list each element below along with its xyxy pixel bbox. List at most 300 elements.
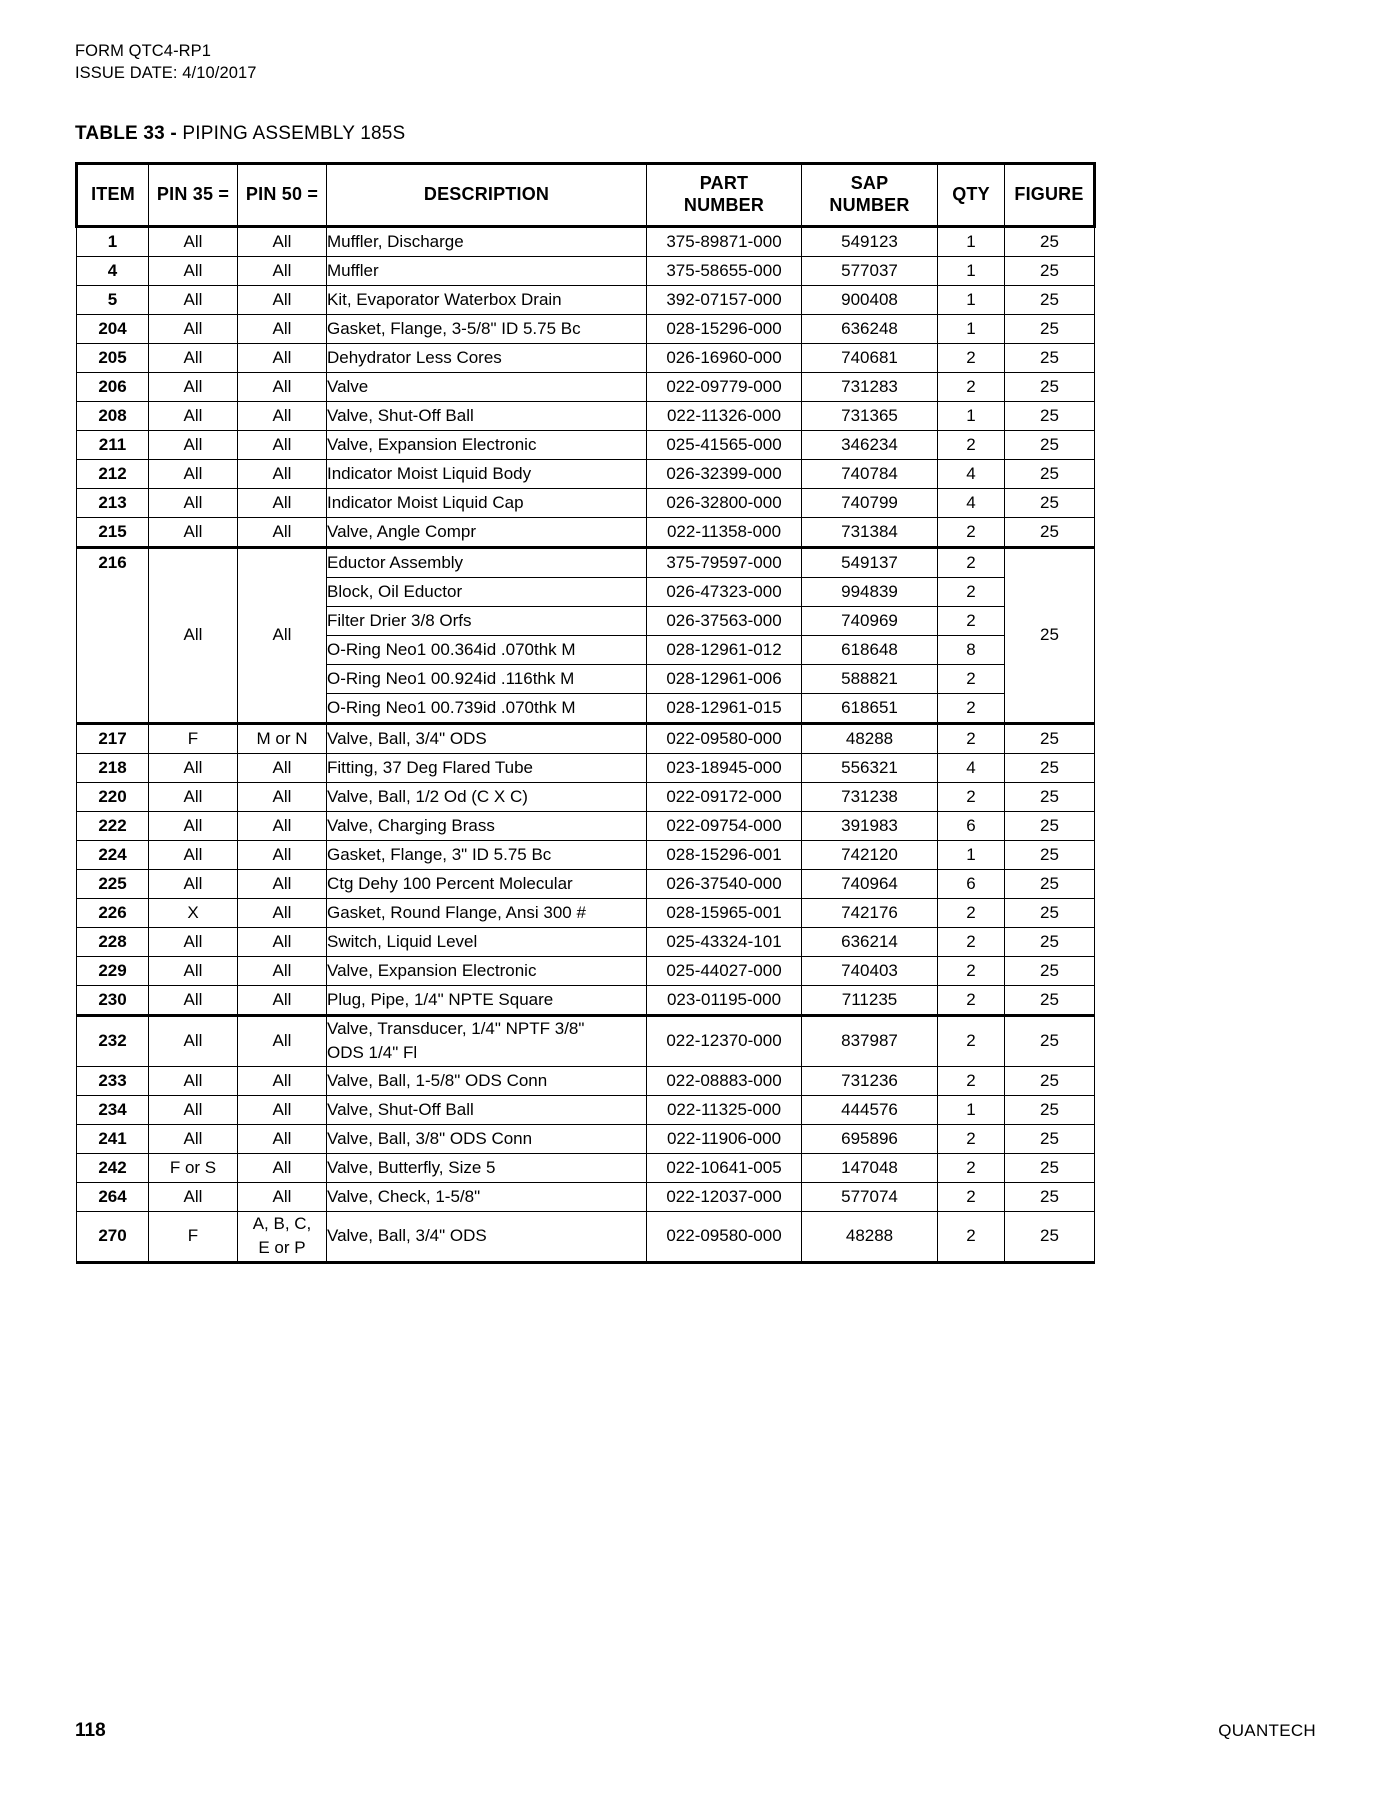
cell-part-number: 022-09754-000 [647,811,802,840]
cell-pin50: All [238,840,327,869]
cell-figure: 25 [1005,811,1095,840]
table-row [77,285,1095,314]
cell-pin50: All [238,256,327,285]
cell-figure: 25 [1005,1095,1095,1124]
cell-item: 242 [77,1153,149,1182]
cell-pin50: All [238,753,327,782]
cell-pin35: F or S [149,1153,238,1182]
table-row [77,1095,1095,1124]
cell-part-number: 025-41565-000 [647,430,802,459]
cell-figure: 25 [1005,1124,1095,1153]
cell-pin50: All [238,401,327,430]
cell-pin50: All [238,285,327,314]
cell-pin50: All [238,314,327,343]
cell-description: Muffler [327,256,647,285]
cell-item: 241 [77,1124,149,1153]
table-body [77,226,1095,1263]
cell-description: Muffler, Discharge [327,226,647,256]
cell-qty: 2 [938,782,1005,811]
cell-qty: 2 [938,430,1005,459]
cell-sap-number: 837987 [802,1015,938,1066]
cell-description: Valve, Angle Compr [327,517,647,547]
cell-sap-number: 740799 [802,488,938,517]
table-row [77,1153,1095,1182]
cell-part-number: 022-11325-000 [647,1095,802,1124]
cell-figure: 25 [1005,488,1095,517]
cell-sap-number: 549137 [802,547,938,577]
cell-qty: 4 [938,459,1005,488]
cell-sap-number: 740969 [802,606,938,635]
table-row-270 [77,1211,1095,1262]
cell-figure: 25 [1005,547,1095,723]
cell-description: Valve, Ball, 3/4" ODS [327,723,647,753]
cell-description: Valve, Expansion Electronic [327,430,647,459]
cell-part-number: 026-32399-000 [647,459,802,488]
cell-pin50: All [238,1095,327,1124]
cell-figure: 25 [1005,401,1095,430]
cell-figure: 25 [1005,1182,1095,1211]
cell-pin35: All [149,547,238,723]
description-line1: Valve, Transducer, 1/4" NPTF 3/8" [327,1018,585,1038]
table-row [77,985,1095,1015]
table-caption-label: TABLE 33 - [75,122,183,144]
cell-part-number: 026-16960-000 [647,343,802,372]
cell-figure: 25 [1005,985,1095,1015]
cell-description: Valve, Shut-Off Ball [327,1095,647,1124]
cell-qty: 1 [938,1095,1005,1124]
cell-qty: 2 [938,372,1005,401]
cell-pin35: All [149,430,238,459]
column-header-item: ITEM [77,163,149,226]
cell-figure: 25 [1005,430,1095,459]
table-row [77,401,1095,430]
cell-part-number: 025-44027-000 [647,956,802,985]
parts-table [75,162,1096,1265]
cell-description: Dehydrator Less Cores [327,343,647,372]
cell-description: O-Ring Neo1 00.739id .070thk M [327,693,647,723]
cell-part-number: 026-32800-000 [647,488,802,517]
column-header-description: DESCRIPTION [327,163,647,226]
cell-figure: 25 [1005,840,1095,869]
table-row [77,488,1095,517]
cell-qty: 1 [938,314,1005,343]
cell-pin35: F [149,1211,238,1262]
cell-sap-number: 731365 [802,401,938,430]
cell-pin50: All [238,1124,327,1153]
cell-part-number: 022-09580-000 [647,1211,802,1262]
cell-description: Block, Oil Eductor [327,577,647,606]
cell-pin50: All [238,459,327,488]
cell-qty: 2 [938,723,1005,753]
cell-description: Valve, Expansion Electronic [327,956,647,985]
cell-part-number: 022-11906-000 [647,1124,802,1153]
cell-figure: 25 [1005,459,1095,488]
cell-figure: 25 [1005,927,1095,956]
table-caption-title: PIPING ASSEMBLY 185S [182,122,406,144]
cell-qty: 4 [938,753,1005,782]
cell-figure: 25 [1005,723,1095,753]
cell-pin35: All [149,372,238,401]
cell-part-number: 375-58655-000 [647,256,802,285]
cell-sap-number: 742176 [802,898,938,927]
cell-description: O-Ring Neo1 00.924id .116thk M [327,664,647,693]
cell-figure: 25 [1005,782,1095,811]
description-line2: ODS 1/4" Fl [327,1043,418,1063]
cell-item: 270 [77,1211,149,1262]
cell-item: 225 [77,869,149,898]
cell-item: 222 [77,811,149,840]
cell-item: 211 [77,430,149,459]
cell-pin35: All [149,985,238,1015]
cell-item: 213 [77,488,149,517]
cell-pin35: All [149,488,238,517]
cell-pin35: All [149,256,238,285]
cell-description: Gasket, Flange, 3" ID 5.75 Bc [327,840,647,869]
column-header-sap-number [802,163,938,226]
cell-sap-number: 577037 [802,256,938,285]
table-row [77,753,1095,782]
table-row [77,1066,1095,1095]
cell-description: Plug, Pipe, 1/4" NPTE Square [327,985,647,1015]
table-row [77,226,1095,256]
cell-pin50: All [238,517,327,547]
cell-pin50: M or N [238,723,327,753]
cell-item: 229 [77,956,149,985]
cell-figure: 25 [1005,285,1095,314]
cell-qty: 6 [938,869,1005,898]
cell-pin35: All [149,1015,238,1066]
table-row [77,956,1095,985]
cell-qty: 2 [938,664,1005,693]
cell-part-number: 375-89871-000 [647,226,802,256]
cell-sap-number: 740784 [802,459,938,488]
cell-pin35: All [149,927,238,956]
cell-figure: 25 [1005,1211,1095,1262]
cell-item: 218 [77,753,149,782]
cell-part-number: 023-18945-000 [647,753,802,782]
cell-figure: 25 [1005,256,1095,285]
cell-qty: 2 [938,517,1005,547]
cell-pin50: All [238,898,327,927]
cell-part-number: 026-37563-000 [647,606,802,635]
cell-item: 224 [77,840,149,869]
table-row [77,723,1095,753]
cell-part-number: 028-15296-000 [647,314,802,343]
cell-figure: 25 [1005,1066,1095,1095]
cell-item: 206 [77,372,149,401]
cell-pin50: All [238,226,327,256]
cell-item: 212 [77,459,149,488]
table-row-232 [77,1015,1095,1066]
cell-qty: 2 [938,1015,1005,1066]
cell-sap-number: 48288 [802,723,938,753]
cell-qty: 2 [938,985,1005,1015]
cell-sap-number: 577074 [802,1182,938,1211]
cell-item: 208 [77,401,149,430]
cell-sap-number: 900408 [802,285,938,314]
cell-pin35: X [149,898,238,927]
cell-description: Fitting, 37 Deg Flared Tube [327,753,647,782]
cell-part-number: 026-47323-000 [647,577,802,606]
form-number: FORM QTC4-RP1 [75,42,212,60]
cell-figure: 25 [1005,343,1095,372]
cell-pin50: All [238,811,327,840]
table-row [77,869,1095,898]
cell-pin50: All [238,488,327,517]
cell-pin50: All [238,985,327,1015]
table-row [77,430,1095,459]
cell-figure: 25 [1005,226,1095,256]
cell-description: Valve [327,372,647,401]
cell-figure: 25 [1005,753,1095,782]
cell-qty: 1 [938,840,1005,869]
cell-part-number: 022-10641-005 [647,1153,802,1182]
cell-part-number: 022-11326-000 [647,401,802,430]
cell-part-number: 028-12961-006 [647,664,802,693]
cell-pin35: All [149,1182,238,1211]
cell-sap-number: 444576 [802,1095,938,1124]
cell-part-number: 375-79597-000 [647,547,802,577]
cell-sap-number: 391983 [802,811,938,840]
cell-item: 215 [77,517,149,547]
cell-pin35: All [149,285,238,314]
cell-figure: 25 [1005,517,1095,547]
cell-description: Switch, Liquid Level [327,927,647,956]
column-header-pin50: PIN 50 = [238,163,327,226]
cell-part-number: 022-09779-000 [647,372,802,401]
cell-qty: 8 [938,635,1005,664]
cell-part-number: 025-43324-101 [647,927,802,956]
cell-description: Indicator Moist Liquid Cap [327,488,647,517]
cell-pin35: All [149,869,238,898]
cell-qty: 2 [938,927,1005,956]
cell-pin35: All [149,226,238,256]
cell-description: Ctg Dehy 100 Percent Molecular [327,869,647,898]
cell-sap-number: 742120 [802,840,938,869]
cell-description: Eductor Assembly [327,547,647,577]
cell-pin35: F [149,723,238,753]
cell-pin35: All [149,956,238,985]
cell-sap-number: 740403 [802,956,938,985]
cell-sap-number: 711235 [802,985,938,1015]
cell-pin35: All [149,1066,238,1095]
table-row [77,343,1095,372]
cell-part-number: 028-12961-015 [647,693,802,723]
cell-sap-number: 618651 [802,693,938,723]
cell-pin50: All [238,430,327,459]
cell-item: 204 [77,314,149,343]
cell-description: Filter Drier 3/8 Orfs [327,606,647,635]
cell-part-number: 028-12961-012 [647,635,802,664]
cell-pin50: All [238,956,327,985]
cell-qty: 2 [938,956,1005,985]
column-header-qty: QTY [938,163,1005,226]
cell-pin50: All [238,1153,327,1182]
cell-item: 232 [77,1015,149,1066]
cell-sap-number: 731283 [802,372,938,401]
cell-pin50: All [238,927,327,956]
cell-pin50: All [238,547,327,723]
cell-pin35: All [149,840,238,869]
cell-item: 220 [77,782,149,811]
pin50-line1: A, B, C, [252,1213,312,1233]
table-row [77,517,1095,547]
cell-pin35: All [149,811,238,840]
cell-qty: 1 [938,256,1005,285]
table-row [77,314,1095,343]
cell-pin35: All [149,753,238,782]
cell-sap-number: 740964 [802,869,938,898]
cell-figure: 25 [1005,1015,1095,1066]
table-row [77,898,1095,927]
column-header-pin35: PIN 35 = [149,163,238,226]
cell-qty: 2 [938,547,1005,577]
cell-pin50: All [238,1182,327,1211]
cell-part-number: 022-12037-000 [647,1182,802,1211]
table-row [77,840,1095,869]
cell-description: Valve, Butterfly, Size 5 [327,1153,647,1182]
cell-qty: 2 [938,898,1005,927]
cell-sap-number: 549123 [802,226,938,256]
cell-qty: 2 [938,1211,1005,1262]
cell-item: 216 [77,547,149,723]
cell-description: Valve, Ball, 3/8" ODS Conn [327,1124,647,1153]
cell-item: 4 [77,256,149,285]
cell-qty: 1 [938,285,1005,314]
cell-description: Valve, Shut-Off Ball [327,401,647,430]
cell-qty: 2 [938,1182,1005,1211]
cell-item: 217 [77,723,149,753]
table-row [77,459,1095,488]
cell-part-number: 022-12370-000 [647,1015,802,1066]
cell-item: 226 [77,898,149,927]
part-number-line1: PART [699,173,749,194]
cell-sap-number: 731384 [802,517,938,547]
part-number-line2: NUMBER [683,194,765,215]
cell-pin35: All [149,1124,238,1153]
cell-part-number: 022-11358-000 [647,517,802,547]
cell-pin50 [238,1211,327,1262]
cell-qty: 1 [938,401,1005,430]
cell-description: O-Ring Neo1 00.364id .070thk M [327,635,647,664]
table-row [77,256,1095,285]
cell-pin50: All [238,1015,327,1066]
page-footer [75,1720,1316,1742]
cell-pin35: All [149,459,238,488]
cell-sap-number: 147048 [802,1153,938,1182]
cell-item: 1 [77,226,149,256]
table-row [77,1124,1095,1153]
cell-pin35: All [149,401,238,430]
brand-name: QUANTECH [1218,1721,1316,1740]
cell-part-number: 022-09580-000 [647,723,802,753]
cell-qty: 2 [938,606,1005,635]
cell-sap-number: 588821 [802,664,938,693]
cell-description: Indicator Moist Liquid Body [327,459,647,488]
cell-part-number: 023-01195-000 [647,985,802,1015]
cell-description: Valve, Ball, 1-5/8" ODS Conn [327,1066,647,1095]
cell-item: 233 [77,1066,149,1095]
cell-qty: 2 [938,1066,1005,1095]
cell-item: 228 [77,927,149,956]
cell-qty: 2 [938,343,1005,372]
cell-figure: 25 [1005,869,1095,898]
cell-pin35: All [149,343,238,372]
cell-sap-number: 636214 [802,927,938,956]
cell-pin35: All [149,782,238,811]
cell-sap-number: 618648 [802,635,938,664]
cell-qty: 2 [938,577,1005,606]
cell-figure: 25 [1005,372,1095,401]
table-header-row [77,163,1095,226]
cell-part-number: 028-15296-001 [647,840,802,869]
cell-sap-number: 695896 [802,1124,938,1153]
cell-sap-number: 556321 [802,753,938,782]
cell-qty: 1 [938,226,1005,256]
cell-figure: 25 [1005,956,1095,985]
column-header-figure: FIGURE [1005,163,1095,226]
cell-part-number: 026-37540-000 [647,869,802,898]
cell-qty: 2 [938,693,1005,723]
cell-sap-number: 994839 [802,577,938,606]
cell-description: Gasket, Flange, 3-5/8" ID 5.75 Bc [327,314,647,343]
cell-sap-number: 636248 [802,314,938,343]
cell-qty: 2 [938,1124,1005,1153]
cell-pin35: All [149,314,238,343]
cell-part-number: 392-07157-000 [647,285,802,314]
cell-pin50: All [238,1066,327,1095]
table-row [77,782,1095,811]
document-header [75,40,1316,85]
sap-number-line2: NUMBER [829,194,910,215]
table-row [77,372,1095,401]
cell-part-number: 022-09172-000 [647,782,802,811]
cell-pin50: All [238,343,327,372]
cell-description: Gasket, Round Flange, Ansi 300 # [327,898,647,927]
cell-description: Kit, Evaporator Waterbox Drain [327,285,647,314]
cell-figure: 25 [1005,1153,1095,1182]
issue-date: ISSUE DATE: 4/10/2017 [75,64,257,83]
cell-pin50: All [238,869,327,898]
cell-qty: 6 [938,811,1005,840]
cell-item: 234 [77,1095,149,1124]
cell-pin50: All [238,372,327,401]
cell-figure: 25 [1005,314,1095,343]
cell-item: 205 [77,343,149,372]
cell-sap-number: 48288 [802,1211,938,1262]
cell-description: Valve, Charging Brass [327,811,647,840]
table-row-group-216 [77,547,1095,577]
table-row [77,811,1095,840]
column-header-part-number [647,163,802,226]
cell-item: 264 [77,1182,149,1211]
cell-description [327,1015,647,1066]
cell-item: 5 [77,285,149,314]
table-row [77,927,1095,956]
cell-part-number: 028-15965-001 [647,898,802,927]
cell-qty: 4 [938,488,1005,517]
cell-pin35: All [149,517,238,547]
pin50-line2: E or P [258,1238,306,1258]
cell-figure: 25 [1005,898,1095,927]
cell-pin50: All [238,782,327,811]
table-caption [75,123,1316,145]
cell-part-number: 022-08883-000 [647,1066,802,1095]
sap-number-line1: SAP [850,173,889,194]
cell-description: Valve, Ball, 1/2 Od (C X C) [327,782,647,811]
table-row [77,1182,1095,1211]
cell-description: Valve, Ball, 3/4" ODS [327,1211,647,1262]
